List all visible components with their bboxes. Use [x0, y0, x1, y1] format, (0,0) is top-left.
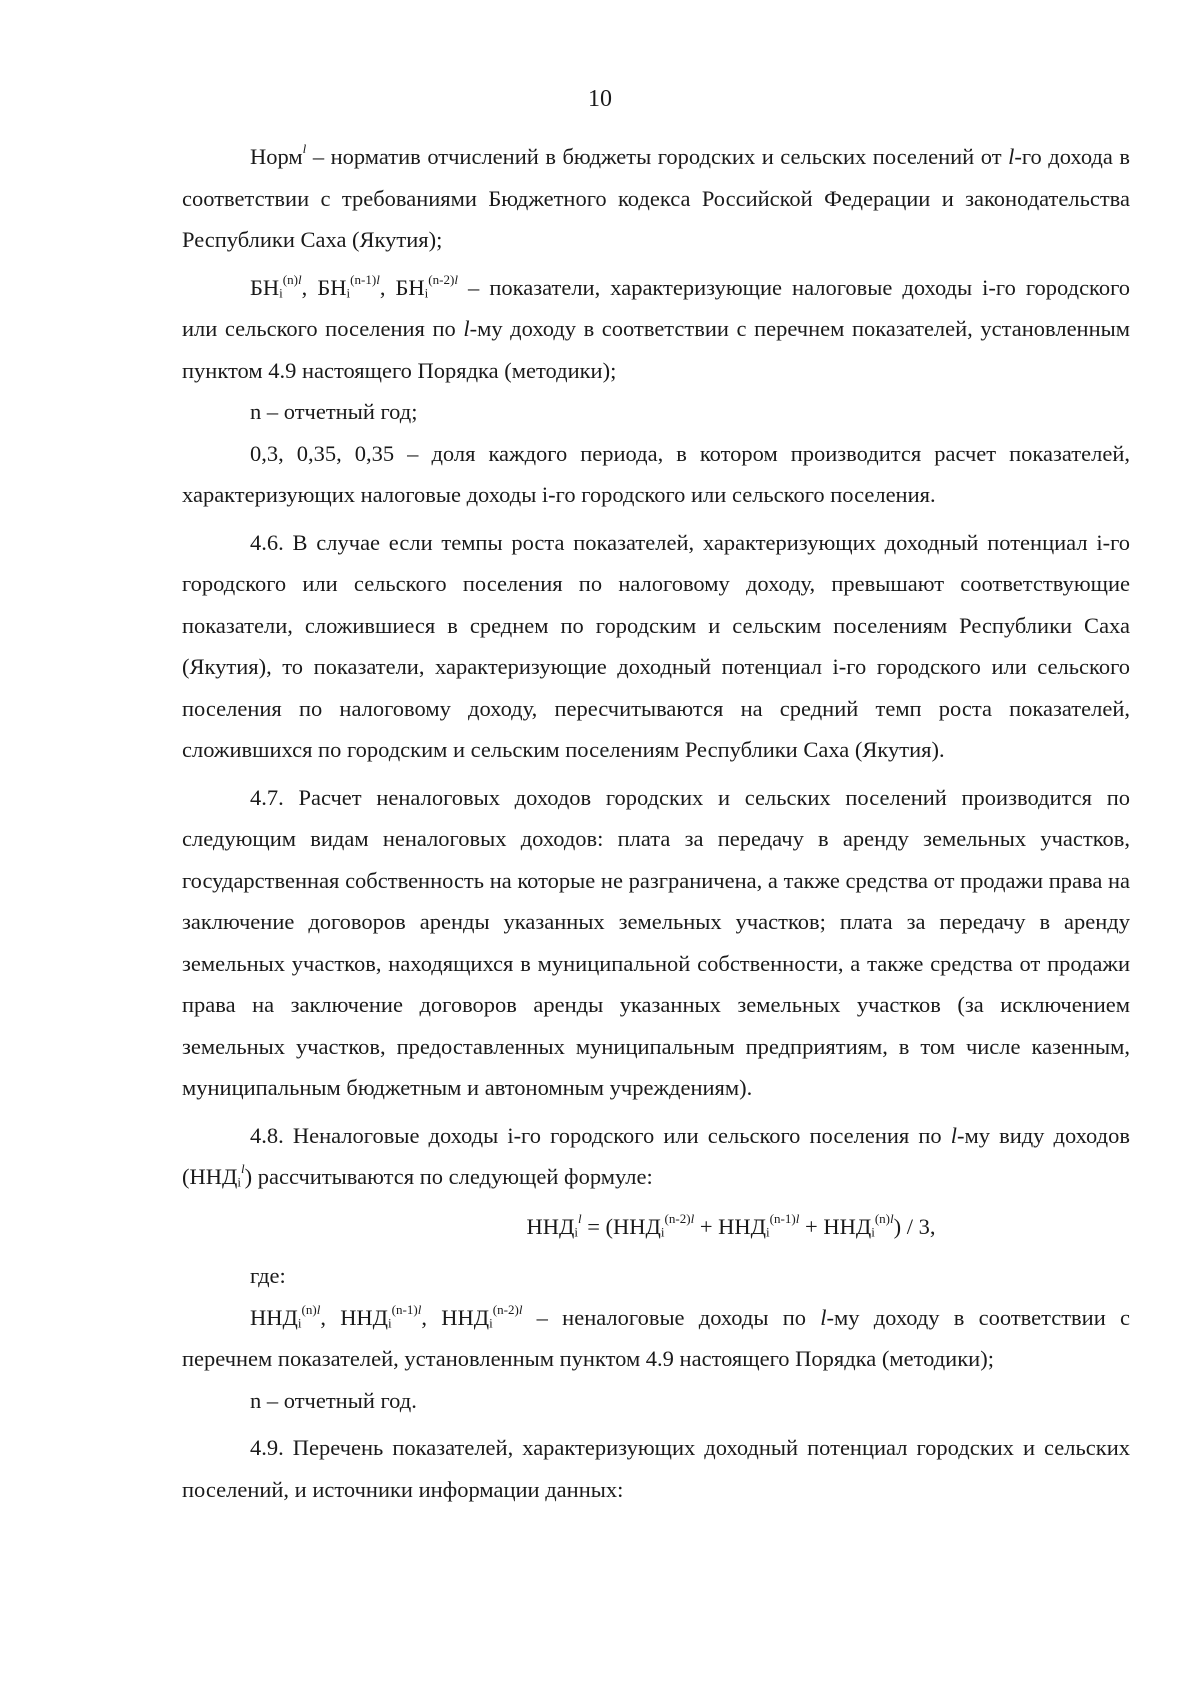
term-bn-n: $БН_i^{(n)l}$: [250, 271, 302, 301]
paragraph-4-8: [182, 1115, 1130, 1198]
paragraph-4-9: 4.9. Перечень показателей, характеризующих доходный потенциал городских и сельских поселений, и источники информации данных:: [182, 1435, 1130, 1502]
paragraph-bn-definition: $БН_i^{(n)l}$, $БН_i^{(n-1)l}$, $БН_i^{(n-2)l}$ – показатели, характеризующие налоговые доходы i-го городского или сельского поселения по l-му доходу в соответствии с перечнем показателей, установленным пунктом 4.9 настоящего Порядка (методики);: [182, 271, 1131, 383]
variable-l: l: [820, 1304, 827, 1330]
paragraph-norm-definition: [182, 136, 1130, 261]
p48-text-c: ) рассчитываются по следующей формуле:: [244, 1164, 653, 1189]
term-nnd: $ННД_i^l$: [189, 1160, 245, 1190]
nnd-definition-text-b: -му доходу в соответствии с перечнем показателей, установленным пунктом 4.9 настоящего Порядка (методики);: [182, 1304, 1130, 1371]
paragraph-n-reporting-year: n – отчетный год;: [250, 399, 418, 424]
variable-l: l: [1008, 144, 1015, 169]
page-number: 10: [588, 86, 612, 112]
paragraph-nnd-definition: $ННД_i^{(n)l}$, $ННД_i^{(n-1)l}$, $ННД_i^{(n-2)l}$ – неналоговые доходы по l-му доходу в соответствии с перечнем показателей, установленным пунктом 4.9 настоящего Порядка (методики);: [182, 1301, 1130, 1371]
term-bn-n2: $БН_i^{(n-2)l}$: [395, 271, 459, 301]
paragraph-n-reporting-year-2: n – отчетный год.: [250, 1387, 417, 1413]
paragraph-4-7: 4.7. Расчет неналоговых доходов городских и сельских поселений производится по следующим видам неналоговых доходов: плата за передачу в аренду земельных участков, государственная собственность на которые не разграничена, а также средства от продажи права на заключение договоров аренды указанных земельных участков; плата за передачу в аренду земельных участков, находящихся в муниципальной собственности, а также средства от продажи права на заключение договоров аренды указанных земельных участков (за исключением земельных участков, предоставленных муниципальным предприятиям, в том числе казенным, муниципальным бюджетным и автономным учреждениям).: [182, 784, 1130, 1100]
term-norm: Норм: [250, 144, 303, 169]
document-body: [182, 136, 1130, 1510]
dash: –: [306, 144, 331, 169]
superscript-l: l: [302, 140, 307, 156]
norm-definition-text-b: -го дохода в соответствии с требованиями Бюджетного кодекса Российской Федерации и законодательства Республики Саха (Якутия);: [182, 144, 1131, 252]
p48-text-b: -му виду доходов (: [182, 1122, 1130, 1189]
term-nnd-n: $ННД_i^{(n)l}$: [250, 1301, 321, 1331]
bn-definition-text-a: – показатели, характеризующие налоговые доходы i-го городского или сельского поселения по: [182, 274, 1131, 341]
paragraph-4-6: 4.6. В случае если темпы роста показателей, характеризующих доходный потенциал i-го городского или сельского поселения по налоговому доходу, превышают соответствующие показатели, сложившиеся в среднем по городским и сельским поселениям Республики Саха (Якутия), то показатели, характеризующие доходный потенциал i-го городского или сельского поселения по налоговому доходу, пересчитываются на средний темп роста показателей, сложившихся по городским и сельским поселениям Республики Саха (Якутия).: [182, 529, 1130, 762]
p48-text-a: 4.8. Неналоговые доходы i-го городского или сельского поселения по: [250, 1122, 951, 1148]
paragraph-where: где:: [250, 1263, 286, 1288]
term-nnd-n1: $ННД_i^{(n-1)l}$: [340, 1301, 422, 1331]
norm-definition-text-a: норматив отчислений в бюджеты городских и сельских поселений от: [330, 144, 1009, 169]
variable-l: l: [463, 316, 470, 341]
paragraph-period-shares: 0,3, 0,35, 0,35 – доля каждого периода, в котором производится расчет показателей, характеризующих налоговые доходы i-го городского или сельского поселения.: [182, 440, 1130, 507]
formula-nnd: $ННД_i^l = (ННД_i^{(n-2)l} + ННД_i^{(n-1)l} + ННД_i^{(n)l}) / 3$,: [526, 1210, 936, 1240]
nnd-definition-text-a: – неналоговые доходы по: [522, 1304, 821, 1330]
term-nnd-n2: $ННД_i^{(n-2)l}$: [441, 1301, 523, 1331]
bn-definition-text-b: -му доходу в соответствии с перечнем показателей, установленным пунктом 4.9 настоящего Порядка (методики);: [182, 316, 1130, 383]
variable-l: l: [950, 1122, 957, 1148]
term-bn-n1: $БН_i^{(n-1)l}$: [317, 271, 380, 301]
